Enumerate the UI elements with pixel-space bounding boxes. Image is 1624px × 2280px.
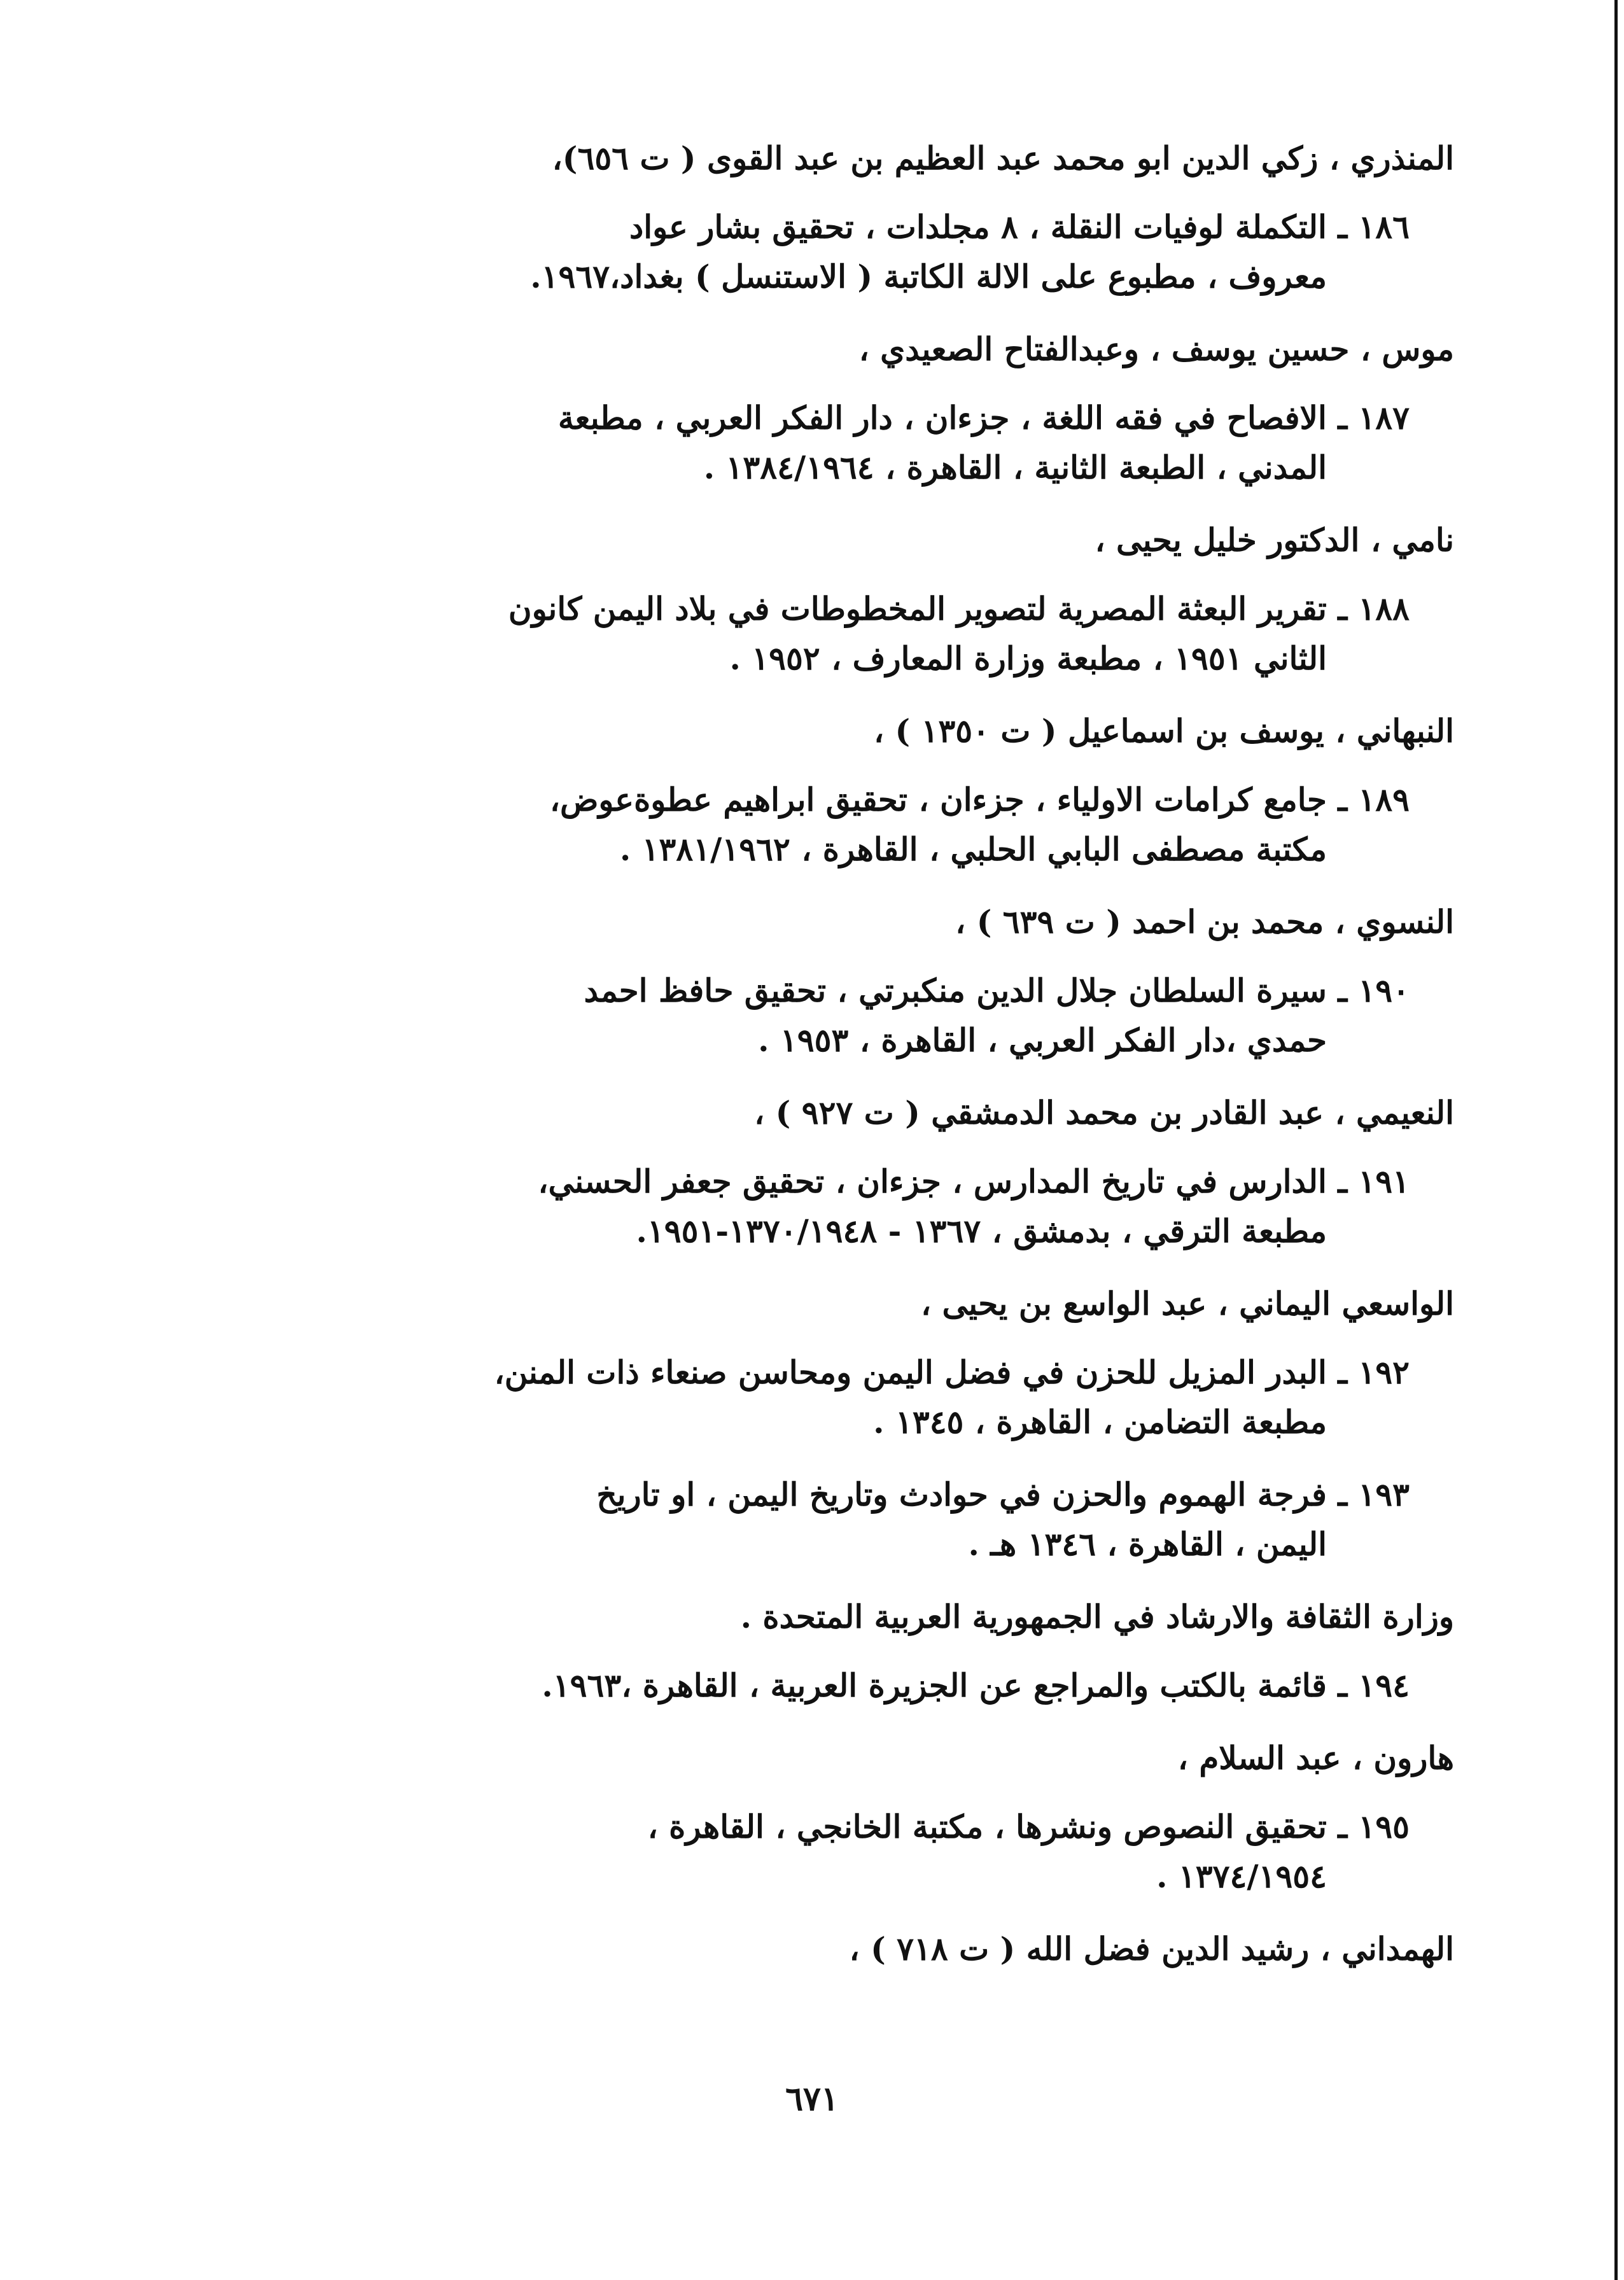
entry-text-line2: مطبعة الترقي ، بدمشق ، ١٣٦٧ - ١٣٧٠/١٩٤٨-١٩٥١. — [636, 1212, 1327, 1250]
page-edge-line — [1614, 0, 1618, 2280]
bibliography-entry — [290, 966, 1454, 1065]
author-heading: المنذري ، زكي الدين ابو محمد عبد العظيم بن عبد القوى ( ت ٦٥٦)، — [552, 139, 1454, 177]
bibliography-entry — [290, 1470, 1454, 1569]
entry-text-line1: الافصاح في فقه اللغة ، جزءان ، دار الفكر العربي ، مطبعة — [557, 399, 1327, 437]
page-number: ٦٧١ — [785, 2080, 839, 2118]
entry-number: ١٩٢ — [1358, 1353, 1410, 1391]
entry-text-line2: الثاني ١٩٥١ ، مطبعة وزارة المعارف ، ١٩٥٢ . — [729, 640, 1327, 677]
author-heading: نامي ، الدكتور خليل يحيى ، — [1095, 521, 1454, 559]
bibliography-entry — [290, 1157, 1454, 1256]
entry-dash: ـ — [1338, 1476, 1347, 1513]
entry-number: ١٩١ — [1358, 1163, 1410, 1200]
author-heading: هارون ، عبد السلام ، — [1177, 1739, 1454, 1777]
entry-number: ١٨٦ — [1358, 208, 1410, 246]
author-heading: النبهاني ، يوسف بن اسماعيل ( ت ١٣٥٠ ) ، — [873, 712, 1454, 750]
entry-dash: ـ — [1338, 1353, 1347, 1391]
entry-dash: ـ — [1338, 781, 1347, 818]
bibliography-entry — [290, 1802, 1454, 1901]
bibliography-entry — [290, 1661, 1454, 1710]
entry-dash: ـ — [1338, 972, 1347, 1009]
entry-dash: ـ — [1338, 1667, 1347, 1704]
entry-number: ١٩٣ — [1358, 1476, 1410, 1513]
entry-text-line1: سيرة السلطان جلال الدين منكبرتي ، تحقيق حافظ احمد — [584, 972, 1327, 1009]
entry-number: ١٨٨ — [1358, 590, 1410, 627]
bibliography-entry — [290, 775, 1454, 874]
bibliography-entry — [290, 1348, 1454, 1447]
entry-text-line1: قائمة بالكتب والمراجع عن الجزيرة العربية ، القاهرة ،١٩٦٣. — [542, 1667, 1327, 1704]
entry-text-line2: معروف ، مطبوع على الالة الكاتبة ( الاستنسل ) بغداد،١٩٦٧. — [530, 258, 1327, 295]
entry-text-line2: المدني ، الطبعة الثانية ، القاهرة ، ١٣٨٤/١٩٦٤ . — [703, 449, 1327, 486]
entry-text-line2: حمدي ،دار الفكر العربي ، القاهرة ، ١٩٥٣ . — [758, 1021, 1327, 1059]
entry-dash: ـ — [1338, 1163, 1347, 1200]
author-heading: النعيمي ، عبد القادر بن محمد الدمشقي ( ت ٩٢٧ ) ، — [754, 1094, 1454, 1131]
entry-dash: ـ — [1338, 590, 1347, 627]
entry-text-line2: اليمن ، القاهرة ، ١٣٤٦ هـ . — [968, 1525, 1327, 1563]
entry-text-line2: ١٣٧٤/١٩٥٤ . — [1156, 1857, 1327, 1895]
author-heading: الهمداني ، رشيد الدين فضل الله ( ت ٧١٨ ) ، — [849, 1930, 1454, 1968]
entry-text-line1: البدر المزيل للحزن في فضل اليمن ومحاسن صنعاء ذات المنن، — [494, 1353, 1327, 1391]
entry-text-line1: تحقيق النصوص ونشرها ، مكتبة الخانجي ، القاهرة ، — [647, 1808, 1327, 1845]
entry-text-line1: الدارس في تاريخ المدارس ، جزءان ، تحقيق جعفر الحسني، — [538, 1163, 1327, 1200]
entry-number: ١٨٧ — [1358, 399, 1410, 437]
bibliography-list — [290, 134, 1454, 1993]
entry-text-line2: مطبعة التضامن ، القاهرة ، ١٣٤٥ . — [873, 1403, 1327, 1441]
author-heading: وزارة الثقافة والارشاد في الجمهورية العربية المتحدة . — [740, 1598, 1454, 1635]
author-heading: موس ، حسين يوسف ، وعبدالفتاح الصعيدي ، — [858, 330, 1454, 368]
entry-number: ١٨٩ — [1358, 781, 1410, 818]
entry-number: ١٩٠ — [1358, 972, 1410, 1009]
entry-dash: ـ — [1338, 208, 1347, 246]
entry-text-line1: جامع كرامات الاولياء ، جزءان ، تحقيق ابراهيم عطوةعوض، — [549, 781, 1327, 818]
entry-text-line1: تقرير البعثة المصرية لتصوير المخطوطات في بلاد اليمن كانون — [508, 590, 1327, 627]
author-heading: النسوي ، محمد بن احمد ( ت ٦٣٩ ) ، — [955, 903, 1454, 941]
entry-dash: ـ — [1338, 399, 1347, 437]
bibliography-entry — [290, 393, 1454, 493]
entry-number: ١٩٤ — [1358, 1667, 1410, 1704]
entry-text-line1: فرجة الهموم والحزن في حوادث وتاريخ اليمن ، او تاريخ — [596, 1476, 1327, 1513]
bibliography-entry — [290, 202, 1454, 302]
entry-text-line2: مكتبة مصطفى البابي الحلبي ، القاهرة ، ١٣٨١/١٩٦٢ . — [619, 830, 1327, 868]
author-heading: الواسعي اليماني ، عبد الواسع بن يحيى ، — [920, 1285, 1454, 1322]
bibliography-entry — [290, 584, 1454, 683]
entry-dash: ـ — [1338, 1808, 1347, 1845]
entry-number: ١٩٥ — [1358, 1808, 1410, 1845]
entry-text-line1: التكملة لوفيات النقلة ، ٨ مجلدات ، تحقيق بشار عواد — [629, 208, 1327, 246]
